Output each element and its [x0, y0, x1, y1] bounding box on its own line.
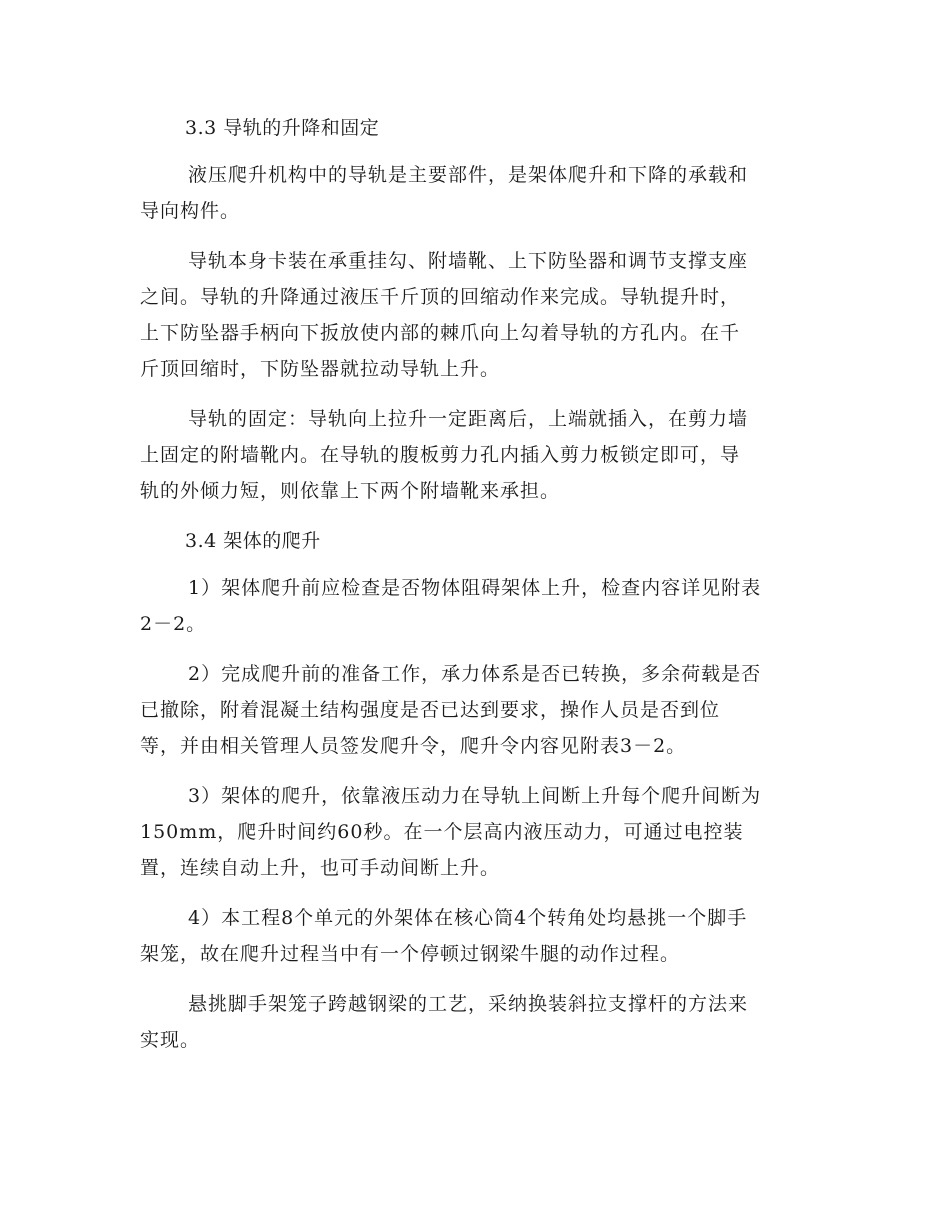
text-line: 导轨本身卡装在承重挂勾、附墙靴、上下防坠器和调节支撑支座: [188, 250, 749, 272]
text-line: 置，连续自动上升，也可手动间断上升。: [140, 857, 501, 879]
paragraph-guide-fixing: [140, 401, 810, 509]
text-line: 150mm，爬升时间约60秒。在一个层高内液压动力，可通过电控装: [140, 821, 744, 843]
paragraph-hydraulic-guide: [140, 157, 810, 229]
text-line: 已撤除，附着混凝土结构强度是否已达到要求，操作人员是否到位: [140, 699, 721, 721]
text-line: 实现。: [140, 1029, 201, 1051]
text-line: 液压爬升机构中的导轨是主要部件，是架体爬升和下降的承载和: [188, 164, 749, 186]
text-line: 斤顶回缩时，下防坠器就拉动导轨上升。: [140, 358, 501, 380]
paragraph-item-3: [140, 778, 810, 886]
text-line: 4）本工程8个单元的外架体在核心筒4个转角处均悬挑一个脚手: [188, 907, 748, 929]
text-line: 悬挑脚手架笼子跨越钢梁的工艺，采纳换装斜拉支撑杆的方法来: [188, 993, 749, 1015]
text-line: 导轨的固定：导轨向上拉升一定距离后，上端就插入，在剪力墙: [188, 408, 749, 430]
text-line: 导向构件。: [140, 200, 241, 222]
paragraph-guide-lifting: [140, 243, 810, 387]
text-line: 上固定的附墙靴内。在导轨的腹板剪力孔内插入剪力板锁定即可，导: [140, 444, 741, 466]
text-line: 1）架体爬升前应检查是否物体阻碍架体上升，检查内容详见附表: [188, 577, 762, 599]
paragraph-cantilever: [140, 986, 810, 1058]
section-3-3-heading: 3.3 导轨的升降和固定: [185, 117, 380, 139]
document-page: [140, 110, 810, 1072]
text-line: 2－2。: [140, 613, 207, 635]
text-line: 架笼，故在爬升过程当中有一个停顿过钢梁牛腿的动作过程。: [140, 943, 681, 965]
paragraph-item-1: [140, 570, 810, 642]
text-line: 上下防坠器手柄向下扳放使内部的棘爪向上勾着导轨的方孔内。在千: [140, 322, 741, 344]
text-line: 2）完成爬升前的准备工作，承力体系是否已转换，多余荷载是否: [188, 663, 762, 685]
text-line: 轨的外倾力短，则依靠上下两个附墙靴来承担。: [140, 480, 561, 502]
section-3-4-heading: 3.4 架体的爬升: [185, 530, 321, 552]
paragraph-item-4: [140, 900, 810, 972]
paragraph-item-2: [140, 656, 810, 764]
text-line: 3）架体的爬升，依靠液压动力在导轨上间断上升每个爬升间断为: [188, 785, 762, 807]
text-line: 等，并由相关管理人员签发爬升令，爬升令内容见附表3－2。: [140, 735, 687, 757]
text-line: 之间。导轨的升降通过液压千斤顶的回缩动作来完成。导轨提升时，: [140, 286, 741, 308]
